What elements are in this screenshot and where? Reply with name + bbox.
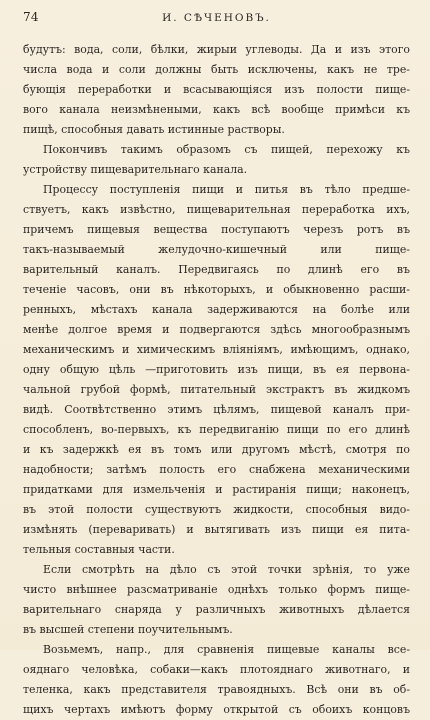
text-line: и къ задержкѣ ея въ томъ или другомъ мѣстѣ, смотря по — [23, 443, 410, 456]
text-line: варительный каналъ. Передвигаясь по длинѣ его въ — [23, 263, 410, 276]
text-line: будутъ: вода, соли, бѣлки, жирыи углеводы. Да и изъ этого — [23, 43, 410, 56]
text-line: Процессу поступленія пищи и питья въ тѣло предше- — [43, 183, 410, 196]
text-line: способленъ, во-первыхъ, къ передвиганію пищи по его длинѣ — [23, 423, 410, 436]
text-line: ренныхъ, мѣстахъ канала задерживаются на болѣе или — [23, 303, 410, 316]
text-line: причемъ пищевыя вещества поступаютъ черезъ ротъ въ — [23, 223, 410, 236]
paragraph — [23, 140, 410, 180]
paragraph — [23, 640, 410, 720]
text-line: чальной грубой формѣ, питательный экстрактъ въ жидкомъ — [23, 383, 410, 396]
text-line: въ высшей степени поучительнымъ. — [23, 623, 233, 636]
text-line: Возьмемъ, напр., для сравненія пищевые каналы все- — [43, 643, 410, 656]
text-line: ояднаго человѣка, собаки—какъ плотояднаго животнаго, и — [23, 663, 410, 676]
text-line: ствуетъ, какъ извѣстно, пищеварительная переработка ихъ, — [23, 203, 410, 216]
text-line: пищѣ, способныя давать истинные растворы. — [23, 123, 285, 136]
text-line: придатками для измельченія и растиранія пищи; наконецъ, — [23, 483, 410, 496]
text-line: Если смотрѣть на дѣло съ этой точки зрѣнія, то уже — [43, 563, 410, 576]
text-line: варительнаго снаряда у различныхъ животныхъ дѣлается — [23, 603, 410, 616]
text-line: щихъ чертахъ имѣютъ форму открытой съ обоихъ концовъ — [23, 703, 410, 716]
text-line: теленка, какъ представителя травоядныхъ. Всѣ они въ об- — [23, 683, 410, 696]
text-line: устройству пищеварительнаго канала. — [23, 163, 248, 176]
page-header — [23, 10, 410, 30]
text-line: одну общую цѣль —приготовить изъ пищи, въ ея первона- — [23, 363, 410, 376]
text-line: такъ-называемый желудочно-кишечный или пище- — [23, 243, 410, 256]
text-line: механическимъ и химическимъ вліяніямъ, имѣющимъ, однако, — [23, 343, 410, 356]
page-number: 74 — [23, 10, 39, 24]
text-line: измѣнять (переваривать) и вытягивать изъ пищи ея пита- — [23, 523, 410, 536]
text-line: Покончивъ такимъ образомъ съ пищей, перехожу къ — [43, 143, 410, 156]
text-line: теченіе часовъ, они въ нѣкоторыхъ, и обыкновенно расши- — [23, 283, 410, 296]
paragraph — [23, 40, 410, 140]
text-line: видѣ. Соотвѣтственно этимъ цѣлямъ, пищевой каналъ при- — [23, 403, 410, 416]
text-line: вого канала неизмѣнеными, какъ всѣ вообще примѣси къ — [23, 103, 410, 116]
text-line: менѣе долгое время и подвергаются здѣсь многообразнымъ — [23, 323, 410, 336]
text-line: числа вода и соли должны быть исключены, какъ не тре- — [23, 63, 410, 76]
text-line: тельныя составныя части. — [23, 543, 175, 556]
text-line: въ этой полости существуютъ жидкости, способныя видо- — [23, 503, 410, 516]
paragraph — [23, 180, 410, 560]
text-line: чисто внѣшнее разсматриваніе однѣхъ только формъ пище- — [23, 583, 410, 596]
text-line: бующія переработки и всасывающіяся изъ полости пище- — [23, 83, 410, 96]
body-text — [23, 40, 410, 720]
running-head: И. СѢЧЕНОВЪ. — [162, 12, 271, 24]
paragraph — [23, 560, 410, 640]
text-line: надобности; затѣмъ полость его снабжена механическими — [23, 463, 410, 476]
